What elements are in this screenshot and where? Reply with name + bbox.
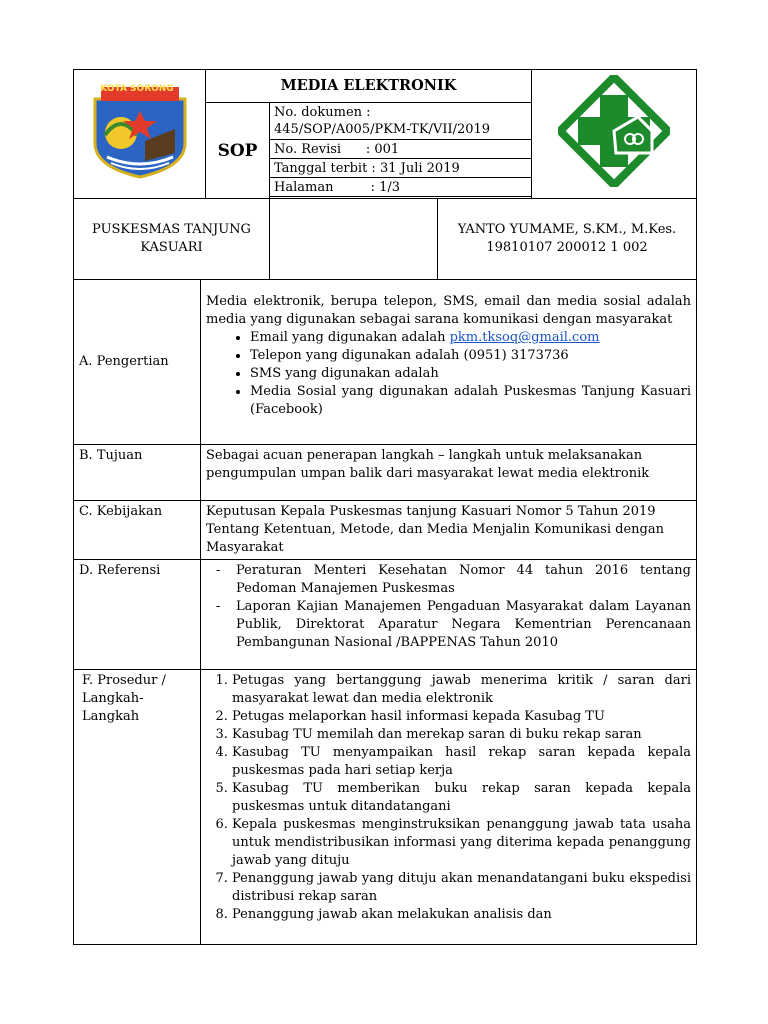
organization-name: PUSKESMAS TANJUNG KASUARI bbox=[74, 199, 270, 280]
prosedur-steps bbox=[206, 672, 691, 924]
page-number: Halaman : 1/3 bbox=[270, 178, 532, 197]
section-label-pengertian: A. Pengertian bbox=[74, 280, 201, 444]
list-item: - Peraturan Menteri Kesehatan Nomor 44 tahun 2016 tentang Pedoman Manajemen Puskesmas bbox=[236, 562, 691, 598]
issue-date: Tanggal terbit : 31 Juli 2019 bbox=[270, 159, 532, 178]
email-link[interactable]: pkm.tksoq@gmail.com bbox=[449, 330, 600, 345]
procedure-step: 2. Petugas melaporkan hasil informasi kepada Kasubag TU bbox=[232, 708, 691, 726]
puskesmas-logo-cell bbox=[532, 70, 697, 199]
procedure-step: 6. Kepala puskesmas menginstruksikan penanggung jawab tata usaha untuk mendistribusikan informasi yang diterima kepada penanggung jawab yang dituju bbox=[232, 816, 691, 870]
email-label: Email yang digunakan adalah bbox=[250, 330, 450, 345]
document-number bbox=[270, 103, 532, 140]
list-item bbox=[250, 329, 691, 347]
list-item: - Laporan Kajian Manajemen Pengaduan Masyarakat dalam Layanan Publik, Direktorat Aparatur Negara Kementrian Perencanaan Pembangunan Nasional /BAPPENAS Tahun 2010 bbox=[236, 598, 691, 652]
list-item: • Telepon yang digunakan adalah (0951) 3173736 bbox=[250, 347, 691, 365]
section-label-kebijakan: C. Kebijakan bbox=[74, 500, 201, 559]
procedure-step: 3. Kasubag TU memilah dan merekap saran di buku rekap saran bbox=[232, 726, 691, 744]
signer-name: YANTO YUMAME, S.KM., M.Kes. bbox=[457, 222, 677, 237]
procedure-step: 1. Petugas yang bertanggung jawab menerima kritik / saran dari masyarakat lewat dan media elektronik bbox=[232, 672, 691, 708]
signature-row bbox=[73, 199, 697, 280]
puskesmas-cross-logo-icon bbox=[558, 75, 670, 187]
referensi-list bbox=[206, 562, 691, 652]
document-title: MEDIA ELEKTRONIK bbox=[206, 70, 532, 103]
pengertian-list bbox=[206, 329, 691, 419]
list-item: • Media Sosial yang digunakan adalah Puskesmas Tanjung Kasuari (Facebook) bbox=[250, 383, 691, 419]
signature-space bbox=[270, 199, 438, 280]
section-label-referensi: D. Referensi bbox=[74, 559, 201, 669]
list-item: • SMS yang digunakan adalah bbox=[250, 365, 691, 383]
signer-block bbox=[438, 199, 697, 280]
document-number-value: 445/SOP/A005/PKM-TK/VII/2019 bbox=[274, 122, 491, 137]
section-label-prosedur: F. Prosedur / Langkah-Langkah bbox=[74, 669, 201, 944]
pengertian-intro: Media elektronik, berupa telepon, SMS, email dan media sosial adalah media yang digunakan sebagai sarana komunikasi dengan masyarakat bbox=[206, 294, 691, 327]
city-logo-cell bbox=[74, 70, 206, 199]
kota-sorong-emblem-icon bbox=[87, 83, 193, 179]
document-number-label: No. dokumen : bbox=[274, 105, 371, 120]
procedure-step: 4. Kasubag TU menyampaikan hasil rekap saran kepada kepala puskesmas pada hari setiap kerja bbox=[232, 744, 691, 780]
section-body-prosedur bbox=[201, 669, 697, 944]
signer-id: 19810107 200012 1 002 bbox=[486, 240, 648, 255]
section-body-referensi bbox=[201, 559, 697, 669]
revision-number: No. Revisi : 001 bbox=[270, 140, 532, 159]
section-body-tujuan: Sebagai acuan penerapan langkah – langkah untuk melaksanakan pengumpulan umpan balik dari masyarakat lewat media elektronik bbox=[201, 444, 697, 500]
procedure-step: 7. Penanggung jawab yang dituju akan menandatangani buku ekspedisi distribusi rekap saran bbox=[232, 870, 691, 906]
section-body-kebijakan: Keputusan Kepala Puskesmas tanjung Kasuari Nomor 5 Tahun 2019 Tentang Ketentuan, Metode, dan Media Menjalin Komunikasi dengan Masyarakat bbox=[201, 500, 697, 559]
sop-document bbox=[73, 69, 696, 945]
section-label-tujuan: B. Tujuan bbox=[74, 444, 201, 500]
sop-label: SOP bbox=[206, 103, 270, 199]
sop-header bbox=[73, 69, 697, 199]
procedure-step: 5. Kasubag TU memberikan buku rekap saran kepada kepala puskesmas untuk ditandatangani bbox=[232, 780, 691, 816]
sop-content bbox=[73, 280, 697, 945]
procedure-step: 8. Penanggung jawab akan melakukan analisis dan bbox=[232, 906, 691, 924]
section-body-pengertian bbox=[201, 280, 697, 444]
city-logo-text: KOTA SORONG bbox=[100, 84, 174, 94]
